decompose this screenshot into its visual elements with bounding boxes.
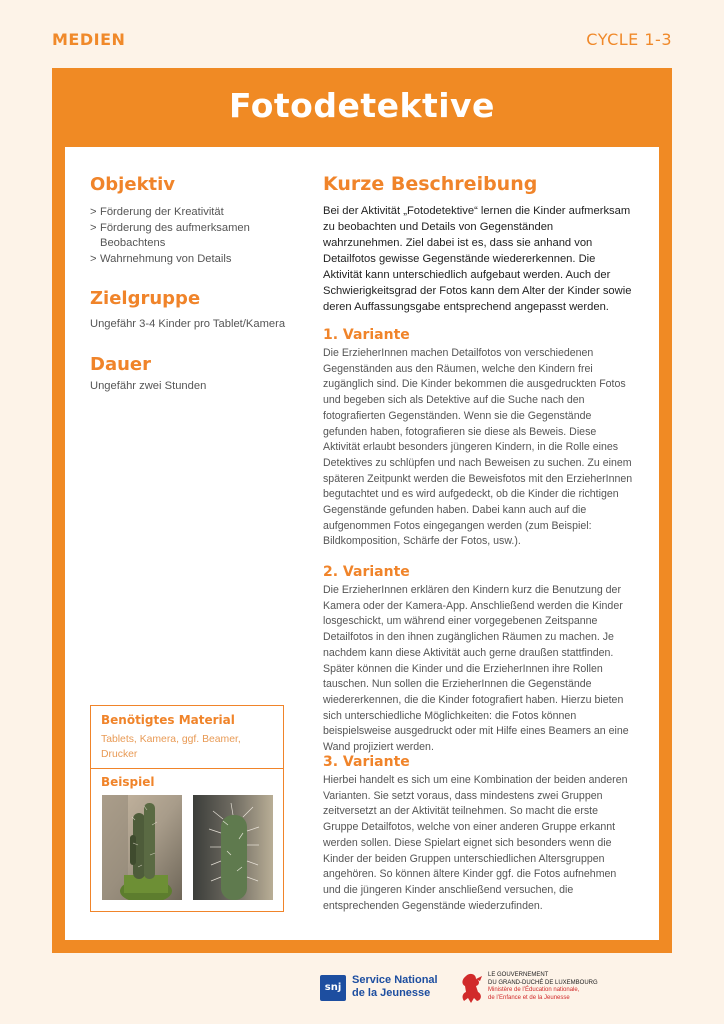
gov-line-1: LE GOUVERNEMENT: [488, 972, 549, 978]
variant-2-text: Die ErzieherInnen erklären den Kindern kurz die Benutzung der Kamera oder der Kamera-App. Anschließend werden die Kinder losgeschickt, um während einer vorgegebenen Zeitspanne Detailfotos in den ihnen zugänglichen Räumen zu machen. Je nachdem kann diese Aktivität auch gerne draußen stattfinden. Später können die Kinder und die ErzieherInnen ihre Rollen tauschen. Nun sollen die ErzieherInnen die Gegenstände wiedererkennen, die die Kinder fotografiert haben. Hierzu bieten sich unterschiedliche Möglichkeiten: die Fotos können beispielsweise ausgedruckt oder mit Hilfe eines Beamers an eine Wand projiziert werden.: [323, 584, 629, 754]
variant-3-text: Hierbei handelt es sich um eine Kombination der beiden anderen Varianten. Sie setzt voraus, dass mindestens zwei Gruppen zeitversetzt an der Aktivität teilnehmen. So macht die erste Gruppe Detailfotos, welche von einer anderen Gruppe erkannt werden sollen. Diese Spielart eignet sich besonders wenn die Kinder der beiden Gruppen unterschiedlichen Altersgruppen angehören. So können ältere Kinder ggf. die Fotos aufnehmen und die jüngeren Kinder anschließend versuchen, die entsprechenden Gegenstände wiederzufinden.: [323, 774, 628, 912]
snj-name: [352, 974, 438, 1000]
snj-logo-icon: snj: [320, 975, 346, 1001]
cactus-photo-1: [102, 795, 182, 900]
objective-list: [90, 205, 300, 267]
objective-heading: Objektiv: [90, 174, 176, 195]
example-section: [91, 769, 283, 911]
page-title: Fotodetektive: [229, 86, 495, 125]
objective-section: [90, 174, 300, 267]
variant-2-section: [323, 564, 635, 756]
material-box: [90, 705, 284, 912]
variant-3-heading: 3. Variante: [323, 754, 410, 770]
variant-1-section: [323, 327, 635, 550]
duration-section: [90, 354, 300, 395]
material-section: [91, 706, 283, 769]
variant-1-heading: 1. Variante: [323, 327, 410, 343]
list-item: > Förderung des aufmerksamen Beobachtens: [90, 221, 300, 252]
example-photos: [101, 795, 273, 905]
snj-line-2: de la Jeunesse: [352, 987, 431, 999]
duration-text: Ungefähr zwei Stunden: [90, 380, 207, 392]
example-heading: Beispiel: [101, 775, 155, 789]
cactus-photo-2: [193, 795, 273, 900]
red-lion-icon: [458, 972, 484, 1004]
variant-2-heading: 2. Variante: [323, 564, 410, 580]
description-heading: Kurze Beschreibung: [323, 173, 538, 195]
list-item: > Förderung der Kreativität: [90, 205, 300, 221]
cycle-label: CYCLE 1-3: [586, 30, 672, 49]
target-group-heading: Zielgruppe: [90, 288, 201, 309]
target-group-text: Ungefähr 3-4 Kinder pro Tablet/Kamera: [90, 318, 286, 330]
page-header: [52, 30, 672, 52]
snj-line-1: Service National: [352, 974, 438, 986]
description-section: [323, 173, 635, 315]
gov-line-4: de l’Enfance et de la Jeunesse: [488, 994, 570, 1001]
list-item: > Wahrnehmung von Details: [90, 252, 300, 268]
duration-heading: Dauer: [90, 354, 151, 375]
description-intro: Bei der Aktivität „Fotodetektive“ lernen die Kinder aufmerksam zu beobachten und Details von Gegenständen wahrzunehmen. Ziel dabei ist es, dass sie anhand von Detailfotos gewisse Gegenstände wiedererkennen. Die Aktivität kann unterschiedlich aufgebaut werden. Auch der Schwierigkeitsgrad der Fotos kann dem Alter der Kinder sowie deren Auffassungsgabe entsprechend angepasst werden.: [323, 205, 632, 313]
target-group-section: [90, 288, 300, 333]
gov-line-2: DU GRAND-DUCHÉ DE LUXEMBOURG: [488, 979, 598, 986]
material-text: Tablets, Kamera, ggf. Beamer, Drucker: [101, 734, 241, 760]
variant-1-text: Die ErzieherInnen machen Detailfotos von verschiedenen Gegenständen aus den Räumen, welche den Kindern frei zugänglich sind. Die Kinder bekommen die ausgedruckten Fotos und begeben sich als Detektive auf die Suche nach den fotografierten Gegenständen. Wenn sie die Gegenstände gefunden haben, fotografieren sie diese als Beweis. Diese Aktivität erlaubt besonders jüngeren Kindern, in die Rolle eines Detektives zu schlüpfen und nach Beweisen zu suchen. Zu einem späteren Zeitpunkt werden die Beweisfotos mit den ErzieherInnen begutachtet und es wird aufgedeckt, ob die Kinder die richtigen Gegenstände gefunden haben. Dabei kann auch auf die aufgenommen Fotos eingegangen werden (zum Beispiel: Bildkomposition, Schärfe der Fotos, usw.).: [323, 347, 633, 548]
material-heading: Benötigtes Material: [101, 713, 235, 727]
gov-line-3: Ministère de l’Éducation nationale,: [488, 987, 580, 994]
variant-3-section: [323, 754, 635, 914]
category-label: MEDIEN: [52, 30, 126, 49]
footer-logos: [320, 970, 620, 1010]
government-name: [488, 972, 618, 1002]
